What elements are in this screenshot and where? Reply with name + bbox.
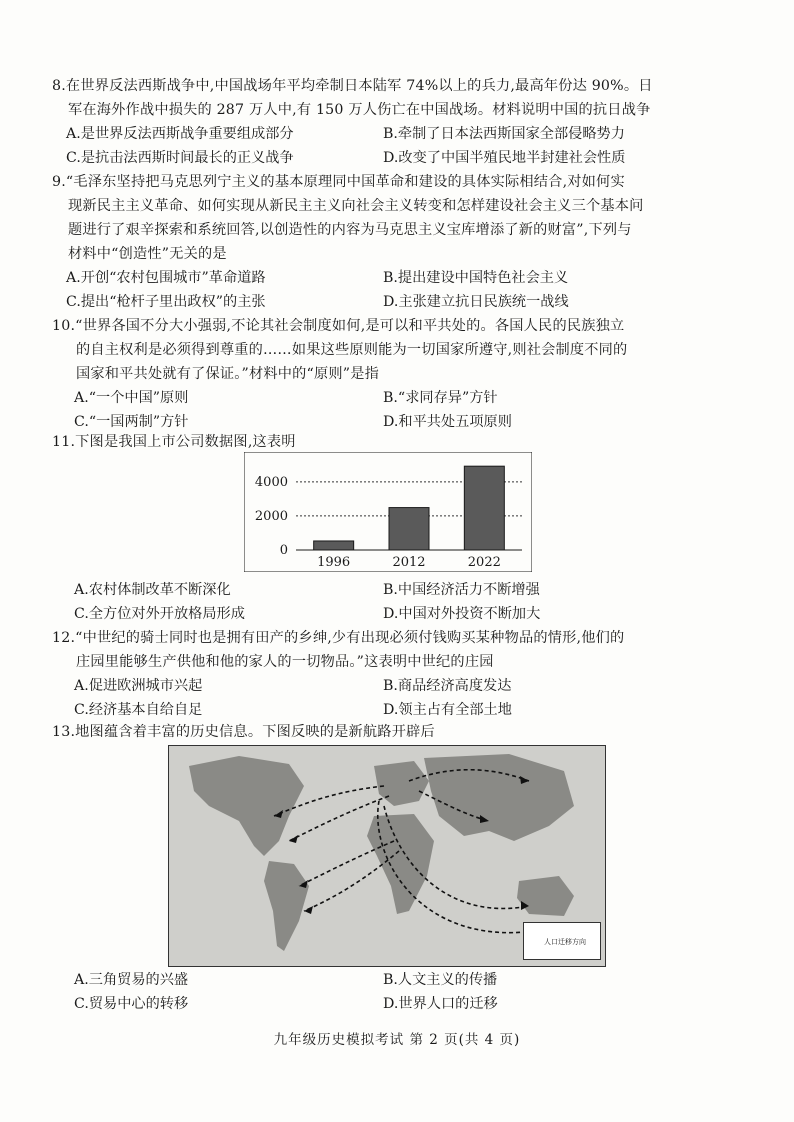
q8-option-c[interactable]: C.是抗击法西斯时间最长的正义战争 [66,150,294,166]
q11-option-b[interactable]: B.中国经济活力不断增强 [383,582,540,598]
q10-option-a[interactable]: A.“一个中国”原则 [74,390,189,406]
chart-x-tick-label: 1996 [317,555,351,570]
q8-stem-line2: 军在海外作战中损失的 287 万人中,有 150 万人伤亡在中国战场。材料说明中国的抗日战争 [68,102,651,118]
map-legend-label: 人口迁移方向 [544,938,586,946]
q10-stem-line1: 10.“世界各国不分大小强弱,不论其社会制度如何,是可以和平共处的。各国人民的民族独立 [52,318,625,334]
q12-option-d[interactable]: D.领主占有全部土地 [383,702,512,718]
q13-option-a[interactable]: A.三角贸易的兴盛 [74,972,189,988]
q13-option-c[interactable]: C.贸易中心的转移 [74,996,189,1012]
q9-option-a[interactable]: A.开创“农村包围城市”革命道路 [66,270,266,286]
q9-option-c[interactable]: C.提出“枪杆子里出政权”的主张 [66,294,266,310]
q10-option-b[interactable]: B.“求同存异”方针 [383,390,498,406]
q11-option-a[interactable]: A.农村体制改革不断深化 [74,582,231,598]
q13-option-b[interactable]: B.人文主义的传播 [383,972,498,988]
q10-stem-line3: 国家和平共处就有了保证。”材料中的“原则”是指 [76,366,380,382]
q9-stem-line4: 材料中“创造性”无关的是 [68,246,227,262]
chart-bar-2012 [389,508,429,550]
q13-stem-line1: 13.地图蕴含着丰富的历史信息。下图反映的是新航路开辟后 [52,724,435,740]
q10-option-d[interactable]: D.和平共处五项原则 [383,414,512,430]
q13-option-d[interactable]: D.世界人口的迁移 [383,996,498,1012]
q9-stem-line2: 现新民主主义革命、如何实现从新民主主义向社会主义转变和怎样建设社会主义三个基本问 [68,198,644,214]
q8-option-d[interactable]: D.改变了中国半殖民地半封建社会性质 [383,150,626,166]
listed-companies-bar-chart [244,452,532,572]
chart-y-tick-label: 0 [279,543,288,558]
q9-stem-line3: 题进行了艰辛探索和系统回答,以创造性的内容为马克思主义宝库增添了新的财富”,下列与 [68,222,632,238]
chart-x-tick-label: 2022 [467,555,501,570]
chart-y-tick-label: 2000 [254,508,288,524]
chart-bar-2022 [464,466,504,550]
chart-y-tick-label: 4000 [254,474,288,490]
q10-stem-line2: 的自主权利是必须得到尊重的……如果这些原则能为一切国家所遵守,则社会制度不同的 [76,342,628,358]
q12-option-b[interactable]: B.商品经济高度发达 [383,678,512,694]
q8-option-b[interactable]: B.牵制了日本法西斯国家全部侵略势力 [383,126,625,142]
page-footer: 九年级历史模拟考试 第 2 页(共 4 页) [273,1032,521,1048]
q8-option-a[interactable]: A.是世界反法西斯战争重要组成部分 [66,126,294,142]
map-legend [523,922,601,960]
q12-option-a[interactable]: A.促进欧洲城市兴起 [74,678,203,694]
q9-option-b[interactable]: B.提出建设中国特色社会主义 [383,270,569,286]
q10-option-c[interactable]: C.“一国两制”方针 [74,414,189,430]
q11-option-c[interactable]: C.全方位对外开放格局形成 [74,606,245,622]
q12-stem-line1: 12.“中世纪的骑士同时也是拥有田产的乡绅,少有出现必须付钱购买某种物品的情形,他们的 [52,630,625,646]
q9-option-d[interactable]: D.主张建立抗日民族统一战线 [383,294,569,310]
chart-x-tick-label: 2012 [392,555,426,570]
q12-stem-line2: 庄园里能够生产供他和他的家人的一切物品。”这表明中世纪的庄园 [76,654,494,670]
q8-stem-line1: 8.在世界反法西斯战争中,中国战场年平均牵制日本陆军 74%以上的兵力,最高年份达 90%。日 [52,78,653,94]
q11-stem-line1: 11.下图是我国上市公司数据图,这表明 [52,434,296,450]
q12-option-c[interactable]: C.经济基本自给自足 [74,702,203,718]
q11-option-d[interactable]: D.中国对外投资不断加大 [383,606,541,622]
q9-stem-line1: 9.“毛泽东坚持把马克思列宁主义的基本原理同中国革命和建设的具体实际相结合,对如何实 [52,174,625,190]
chart-bar-1996 [314,541,354,550]
migration-world-map [168,745,606,967]
